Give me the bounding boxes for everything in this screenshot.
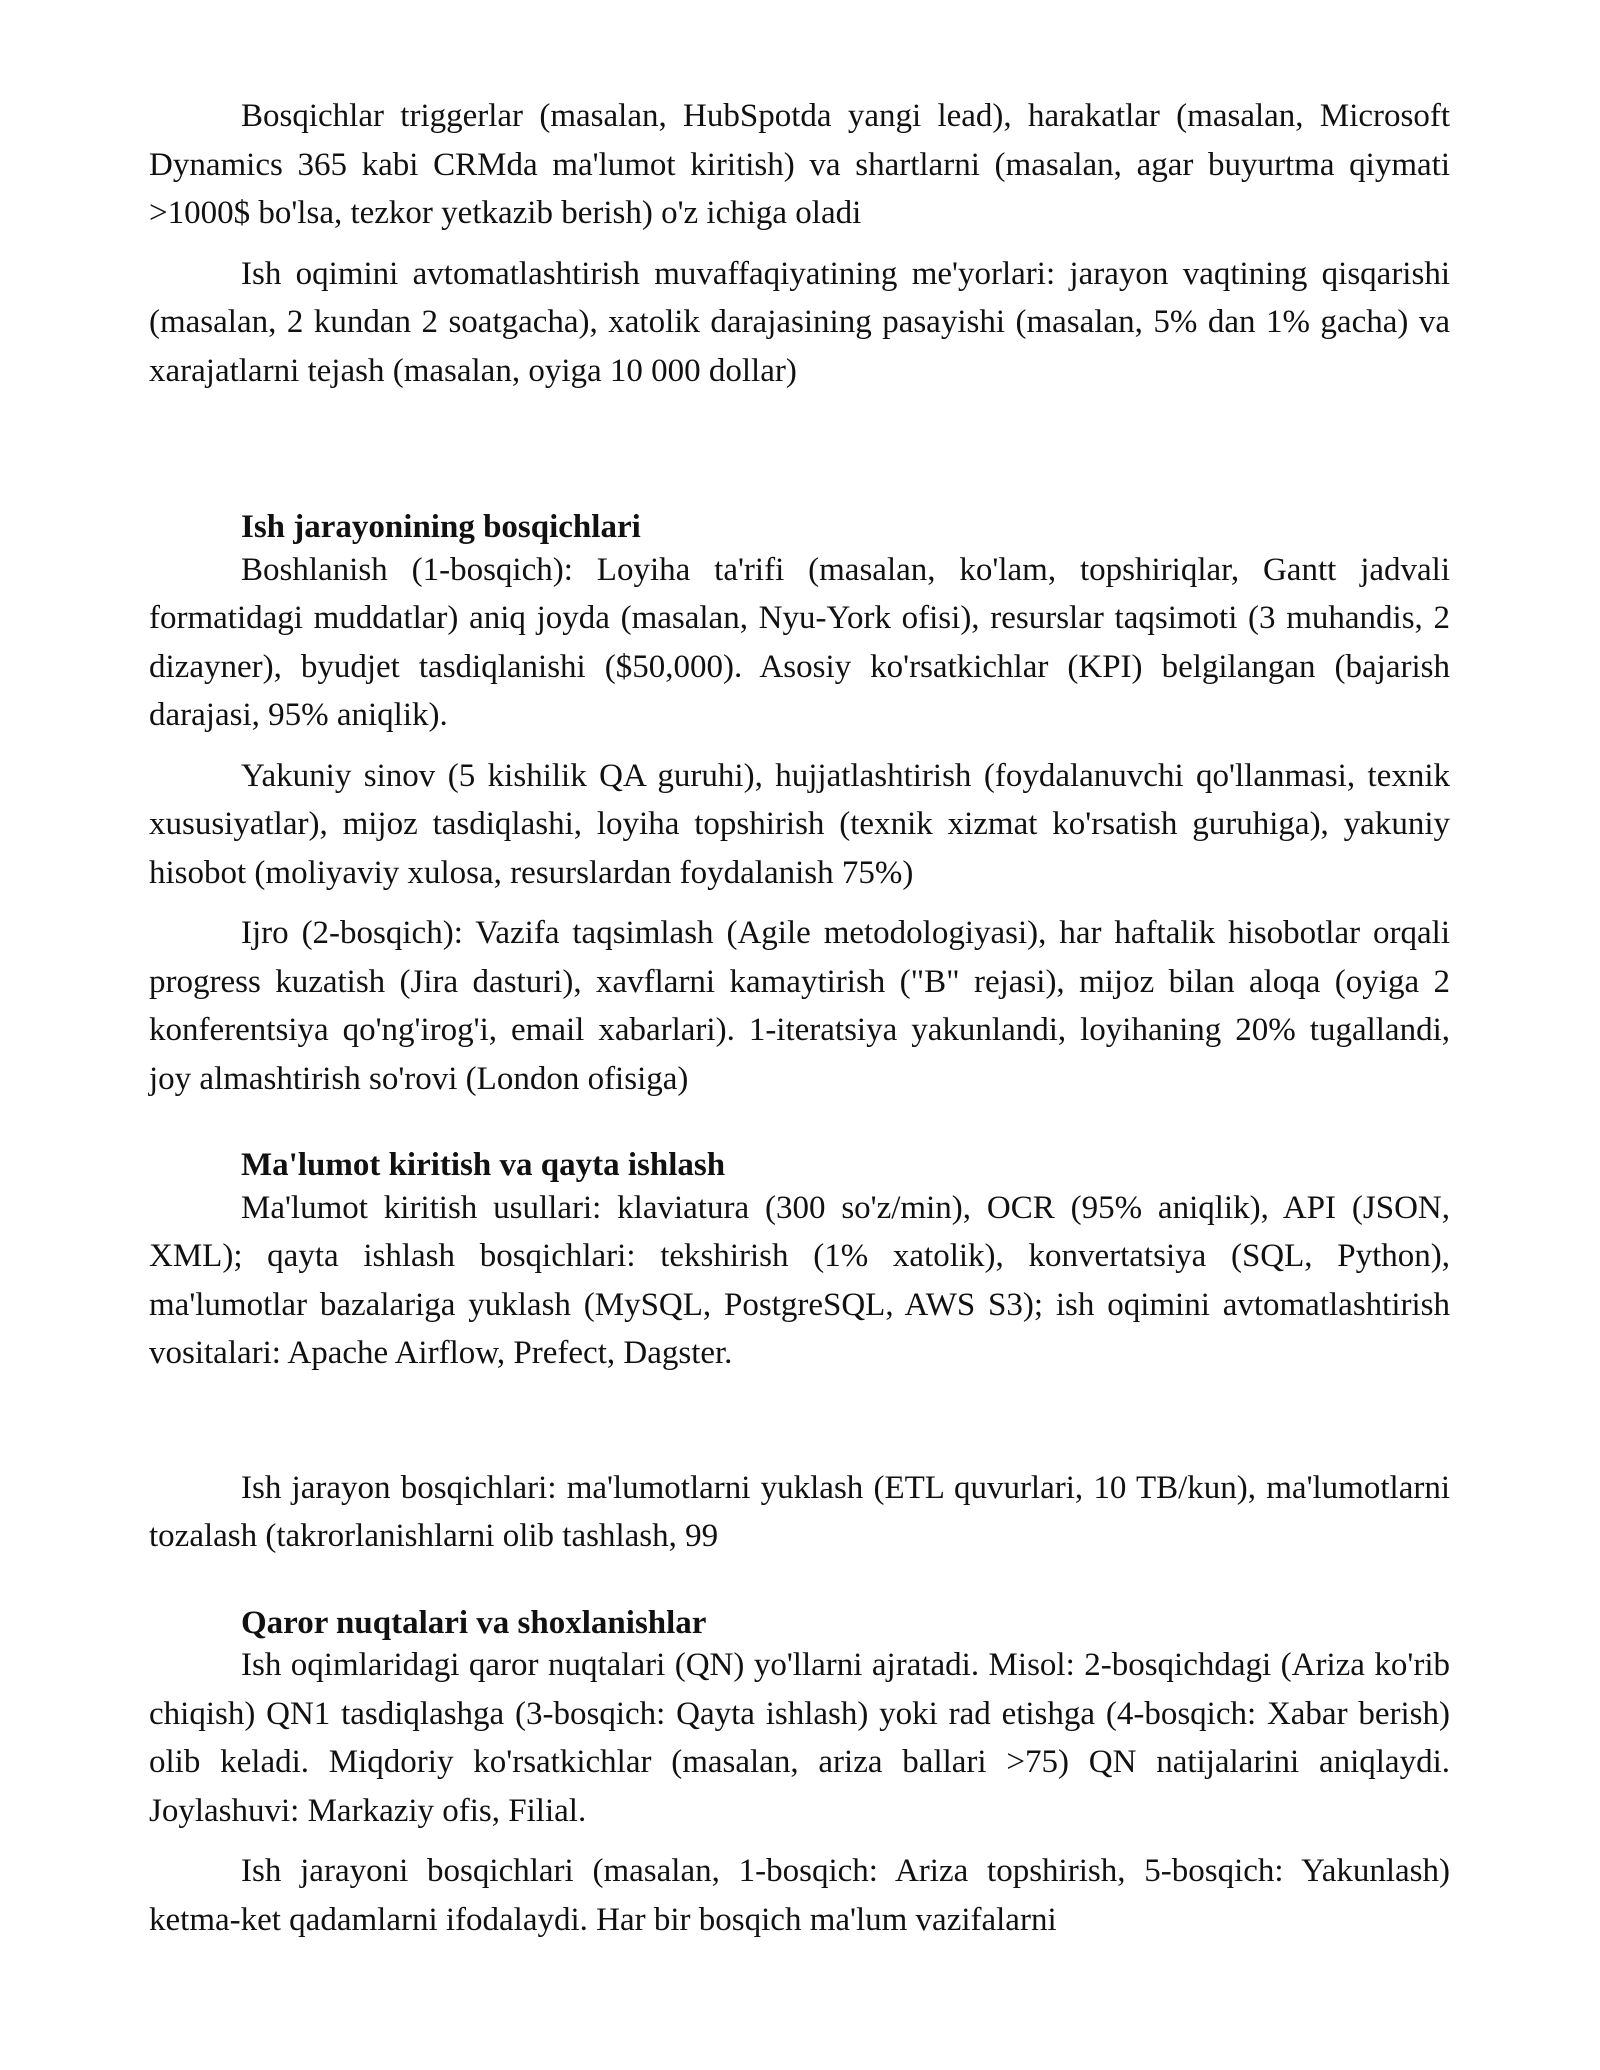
paragraph-sequential-stages: Ish jarayoni bosqichlari (masalan, 1-bosqich: Ariza topshirish, 5-bosqich: Yakunlash) ketma-ket qadamlarni ifodalaydi. Har bir bosqich ma'lum vazifalarni [149, 1853, 1450, 1938]
paragraph-data-entry: Ma'lumot kiritish usullari: klaviatura (300 so'z/min), OCR (95% aniqlik), API (JSON, XML); qayta ishlash bosqichlari: tekshirish (1% xatolik), konvertatsiya (SQL, Python), ma'lumotlar bazalariga yuklash (MySQL, PostgreSQL, AWS S3); ish oqimini avtomatlashtirish vositalari: Apache Airflow, Prefect, Dagster. [149, 1189, 1450, 1371]
paragraph-workflow-steps: Bosqichlar triggerlar (masalan, HubSpotda yangi lead), harakatlar (masalan, Microsoft Dynamics 365 kabi CRMda ma'lumot kiritish) va shartlarni (masalan, agar buyurtma qiymati >1000$ bo'lsa, tezkor yetkazib berish) o'z ichiga oladi [149, 98, 1450, 231]
paragraph-decision-points: Ish oqimlaridagi qaror nuqtalari (QN) yo'llarni ajratadi. Misol: 2-bosqichdagi (Ariza ko'rib chiqish) QN1 tasdiqlashga (3-bosqich: Qayta ishlash) yoki rad etishga (4-bosqich: Xabar berish) olib keladi. Miqdoriy ko'rsatkichlar (masalan, ariza ballari >75) QN natijalarini aniqlaydi. Joylashuvi: Markaziy ofis, Filial. [149, 1647, 1450, 1829]
heading-data-entry: Ma'lumot kiritish va qayta ishlash [241, 1147, 726, 1183]
paragraph-stage-1: Boshlanish (1-bosqich): Loyiha ta'rifi (masalan, ko'lam, topshiriqlar, Gantt jadvali formatidagi muddatlar) aniq joyda (masalan, Nyu-York ofisi), resurslar taqsimoti (3 muhandis, 2 dizayner), byudjet tasdiqlanishi ($50,000). Asosiy ko'rsatkichlar (KPI) belgilangan (bajarish darajasi, 95% aniqlik). [149, 551, 1450, 733]
paragraph-final-testing: Yakuniy sinov (5 kishilik QA guruhi), hujjatlashtirish (foydalanuvchi qo'llanmasi, texnik xususiyatlar), mijoz tasdiqlashi, loyiha topshirish (texnik xizmat ko'rsatish guruhiga), yakuniy hisobot (moliyaviy xulosa, resurslardan foydalanish 75%) [149, 757, 1450, 891]
paragraph-data-pipeline: Ish jarayon bosqichlari: ma'lumotlarni yuklash (ETL quvurlari, 10 TB/kun), ma'lumotlarni tozalash (takrorlanishlarni olib tashlash, 99 [149, 1469, 1450, 1554]
paragraph-stage-2: Ijro (2-bosqich): Vazifa taqsimlash (Agile metodologiyasi), har haftalik hisobotlar orqali progress kuzatish (Jira dasturi), xavflarni kamaytirish ("B" rejasi), mijoz bilan aloqa (oyiga 2 konferentsiya qo'ng'irog'i, email xabarlari). 1-iteratsiya yakunlandi, loyihaning 20% tugallandi, joy almashtirish so'rovi (London ofisiga) [149, 915, 1450, 1097]
document-body [149, 92, 1450, 1944]
heading-workflow-stages: Ish jarayonining bosqichlari [241, 509, 641, 545]
heading-decision-points: Qaror nuqtalari va shoxlanishlar [241, 1604, 707, 1641]
paragraph-automation-metrics: Ish oqimini avtomatlashtirish muvaffaqiyatining me'yorlari: jarayon vaqtining qisqarishi (masalan, 2 kundan 2 soatgacha), xatolik darajasining pasayishi (masalan, 5% dan 1% gacha) va xarajatlarni tejash (masalan, oyiga 10 000 dollar) [149, 255, 1450, 389]
